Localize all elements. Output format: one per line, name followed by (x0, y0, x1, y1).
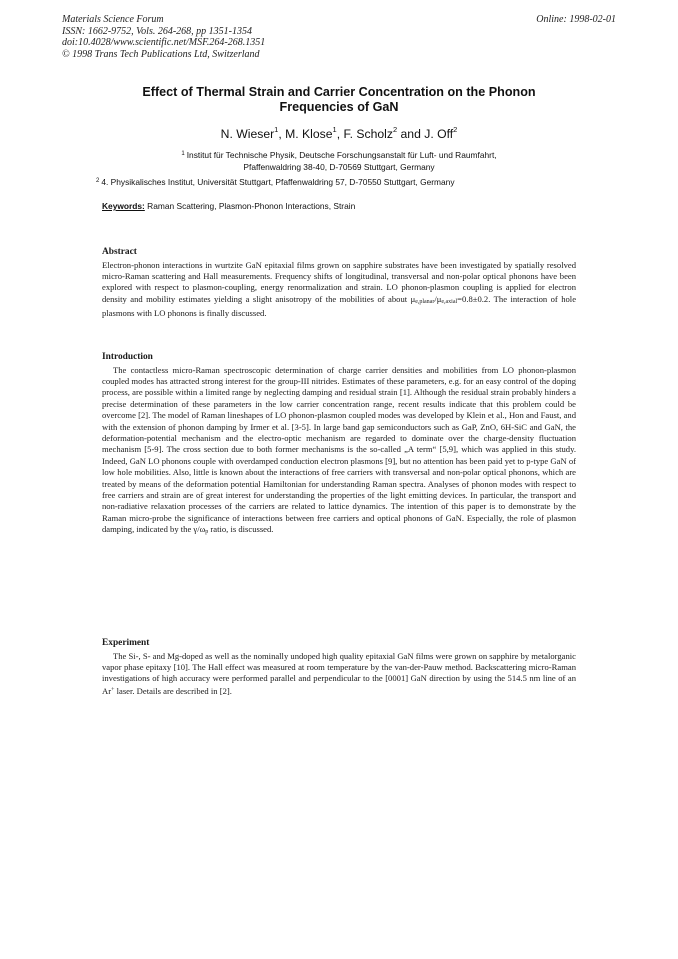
affiliation-line: Institut für Technische Physik, Deutsche Forschungsanstalt für Luft- und Raumfahrt, (186, 150, 497, 160)
subscript: e,axial (441, 298, 458, 305)
mobility-ratio (411, 294, 491, 304)
introduction-text-end: ratio, is discussed. (210, 524, 274, 535)
issn-line: ISSN: 1662-9752, Vols. 264-268, pp 1351-1354 (62, 25, 252, 37)
author-name: N. Wieser (220, 127, 275, 141)
abstract-heading: Abstract (102, 247, 137, 257)
introduction-section (102, 352, 576, 539)
keywords-label: Keywords: (102, 201, 145, 211)
affiliation-line: Pfaffenwaldring 38-40, D-70569 Stuttgart, Germany (243, 161, 435, 172)
affiliation-mark: 2 (96, 178, 100, 184)
author-affiliation-mark: 2 (453, 125, 458, 134)
keywords (102, 201, 608, 211)
superscript: + (111, 686, 115, 693)
abstract-text: Electron-phonon interactions in wurtzite GaN epitaxial films grown on sapphire substrates have been investigated by spatially resolved micro-Raman scattering and Hall measurements. Frequency shifts of longitudinal, transversal and non-polar optical phonons have been explored with respect to plasmon-coupling, energy renormalization and strain. LO phonon-plasmon coupling is applied for electron density and mobility estimates yielding a slight anisotropy of the mobilities of about (102, 259, 576, 304)
author-name: J. Off (424, 127, 454, 141)
subscript: e,planar (415, 298, 435, 305)
author-conjunction: and (400, 127, 421, 141)
keywords-text: Raman Scattering, Plasmon-Phonon Interactions, Strain (147, 201, 356, 211)
subscript: p (205, 529, 209, 536)
journal-name: Materials Science Forum (62, 14, 164, 25)
experiment-text: The Si-, S- and Mg-doped as well as the nominally undoped high quality epitaxial GaN films were grown on sapphire by metalorganic vapor phase epitaxy [10]. The Hall effect was measured at room temperature by the van-der-Pauw method. Backscattering micro-Raman investigations of high accuracy were performed parallel and perpendicular to the [0001] GaN direction by using the 514.5 nm line of an Ar (102, 650, 576, 696)
author-affiliation-mark: 1 (332, 125, 337, 134)
affiliation-2 (96, 177, 618, 189)
author-name: M. Klose (285, 127, 333, 141)
title-line-1: Effect of Thermal Strain and Carrier Concentration on the Phonon (142, 85, 536, 99)
ratio-value: =0.8±0.2. (457, 293, 491, 304)
abstract-section (102, 247, 576, 320)
ratio-slash: / (434, 293, 437, 304)
ratio-symbol: γ/ω (193, 524, 206, 535)
author-affiliation-mark: 2 (392, 125, 398, 134)
author-separator: , (278, 127, 282, 141)
abstract-body (102, 260, 576, 320)
copyright-line: © 1998 Trans Tech Publications Ltd, Switzerland (62, 48, 260, 60)
doi-line: doi:10.4028/www.scientific.net/MSF.264-268.1351 (62, 37, 266, 48)
mu-symbol: μ (410, 293, 416, 304)
abstract-text-end: The interaction of hole plasmons with LO phonons is finally discussed. (102, 293, 577, 319)
mu-symbol: μ (436, 293, 442, 304)
title-line-2: Frequencies of GaN (279, 100, 399, 114)
paper-title (70, 85, 608, 115)
author-separator: , (336, 127, 341, 141)
affiliation-line: 4. Physikalisches Institut, Universität Stuttgart, Pfaffenwaldring 57, D-70550 Stuttgart, Germany (101, 177, 455, 187)
citation-block (62, 14, 482, 60)
experiment-text-end: laser. Details are described in [2]. (116, 685, 232, 696)
affiliation-mark: 1 (181, 151, 185, 157)
author-list (70, 127, 608, 141)
introduction-text: The contactless micro-Raman spectroscopic determination of charge carrier densities and mobilities from LO phonon-plasmon coupled modes has attracted strong interest for the group-III nitrides. Estimates of these parameters, e.g. for an easy control of the doping process, are possible within a limited range by neglecting damping and residual strain [1]. Although the residual strain probably hinders a precise determination of these parameters in the low carrier concentration range, recent results indicate that this problem could be overcome [2]. The model of Raman lineshapes of LO phonon-plasmon coupled modes was developed by Klein et al., Hon and Faust, and with the extension of phonon damping by Irmer et al. [3-5]. In large band gap semiconductors such as GaP, ZnO, 6H-SiC and GaN, the deformation-potential mechanism and the electro-optic mechanism are regarded to dominate over the charge-density fluctuation mechanism [5-9]. The cross section due to both former mechanisms is the so-called „A term“ [5,9], which was applied in this study. Indeed, GaN LO phonons couple with overdamped conduction electron plasmons [9], but no attention has been paid yet to p-type GaN of low hole mobilities. Also, little is known about the interactions of free carriers with transversal and non-polar optical phonons, which are treated by means of the deformation potential Hamiltonian for understanding Raman spectra. Analyses of phonon modes with respect to free carriers and strain are of great interest for understanding the properties of the light emitting devices. In particular, the transport and non-radiative relaxation processes of the carriers are related to lattice dynamics. The intention of this paper is to demonstrate by the Raman micro-probe the significance of interactions between free carriers and optical phonons of GaN. Especially, the role of plasmon damping, indicated by the (102, 364, 576, 535)
experiment-heading: Experiment (102, 638, 150, 648)
author-affiliation-mark: 1 (274, 125, 279, 134)
author-name: F. Scholz (343, 127, 393, 141)
experiment-section (102, 638, 576, 697)
introduction-heading: Introduction (102, 352, 153, 362)
introduction-body (102, 365, 576, 539)
experiment-body (102, 651, 576, 698)
online-date: Online: 1998-02-01 (536, 14, 616, 25)
damping-ratio (193, 524, 208, 534)
affiliation-1 (80, 150, 598, 173)
